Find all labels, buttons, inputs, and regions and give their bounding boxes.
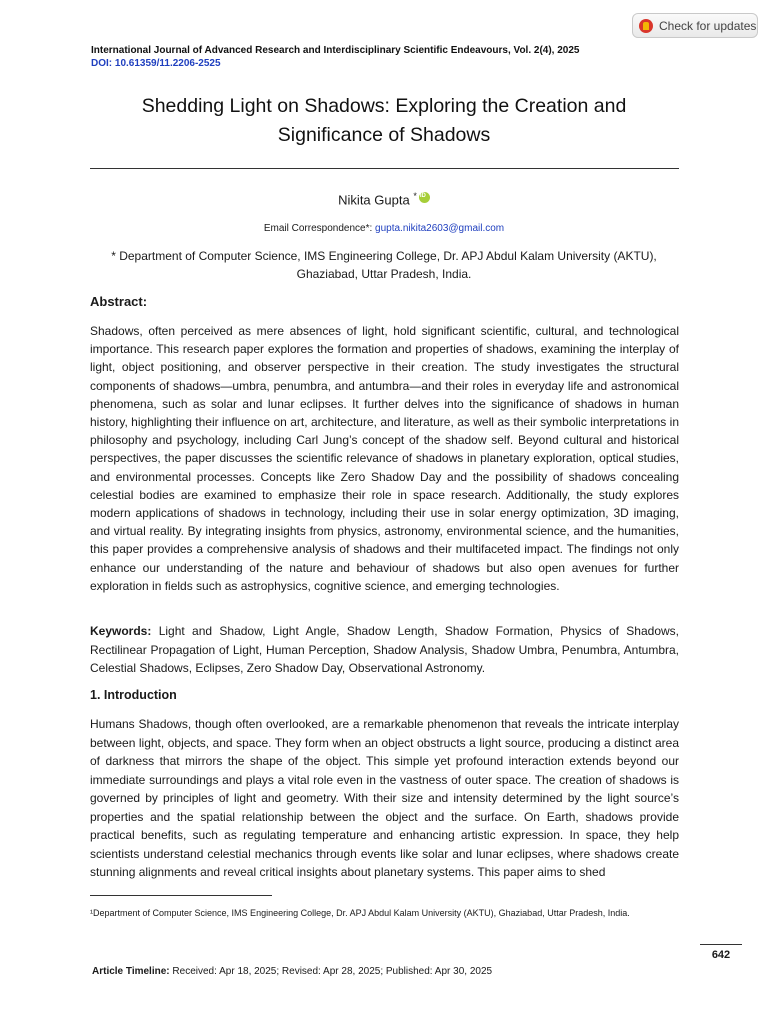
title-line-1: Shedding Light on Shadows: Exploring the Creation and: [141, 95, 627, 117]
title-divider: [90, 168, 679, 169]
email-link[interactable]: gupta.nikita2603@gmail.com: [375, 223, 505, 234]
keywords-label: Keywords:: [90, 624, 152, 638]
affiliation: [90, 247, 678, 283]
keywords-text: Light and Shadow, Light Angle, Shadow Length, Shadow Formation, Physics of Shadows, Rectilinear Propagation of Light, Human Perception, Shadow Analysis, Shadow Umbra, Penumbra, Antumbra, Celestial Shadows, Eclipses, Zero Shadow Day, Observational Astronomy.: [90, 624, 679, 675]
page-number-rule: [700, 944, 742, 945]
author-line: [0, 191, 768, 207]
footnote: ¹Department of Computer Science, IMS Engineering College, Dr. APJ Abdul Kalam University (AKTU), Ghaziabad, Uttar Pradesh, India.: [90, 908, 630, 918]
check-for-updates-button[interactable]: [632, 13, 758, 38]
page-number: 642: [711, 949, 731, 961]
keywords: [90, 622, 679, 678]
section-heading-introduction: 1. Introduction: [90, 688, 177, 702]
doi-link[interactable]: DOI: 10.61359/11.2206-2525: [91, 58, 221, 69]
article-timeline: [92, 966, 492, 977]
crossmark-icon: [639, 19, 653, 33]
timeline-text: Received: Apr 18, 2025; Revised: Apr 28, 2025; Published: Apr 30, 2025: [172, 966, 493, 977]
timeline-label: Article Timeline:: [92, 966, 170, 977]
abstract-text: Shadows, often perceived as mere absences of light, hold significant scientific, cultural, and technological importance. This research paper explores the formation and properties of shadows, examining the interplay of light, object positioning, and observer perspective in their creation. The study investigates the structural components of shadows—umbra, penumbra, and antumbra—and their roles in everyday life and astronomical phenomena, such as solar and lunar eclipses. It further delves into the significance of shadows in human history, highlighting their influence on art, architecture, and literature, as well as their symbolic interpretations in philosophy and psychology, including Carl Jung’s concept of the shadow self. Beyond cultural and historical perspectives, the paper discusses the scientific relevance of shadows in planetary exploration, optical studies, and environmental processes. Concepts like Zero Shadow Day and the possibility of shadows concealing celestial bodies are examined to emphasize their role in space research. Additionally, the study explores modern applications of shadows in technology, including their use in solar energy optimization, 3D imaging, and virtual reality. By integrating insights from physics, astronomy, environmental science, and the humanities, this paper provides a comprehensive analysis of shadows and their multifaceted impact. The findings not only enhance our understanding of the nature and behaviour of shadows but also open avenues for further exploration in fields such as astrophysics, cognitive science, and emerging technologies.: [90, 324, 679, 593]
author-name: Nikita Gupta: [338, 192, 410, 208]
check-for-updates-label: Check for updates: [659, 18, 757, 33]
journal-citation: International Journal of Advanced Research and Interdisciplinary Scientific Endeavours, Vol. 2(4), 2025: [91, 45, 580, 56]
affiliation-line-1: * Department of Computer Science, IMS Engineering College, Dr. APJ Abdul Kalam University (AKTU),: [111, 249, 657, 263]
affiliation-line-2: Ghaziabad, Uttar Pradesh, India.: [296, 267, 472, 281]
author-mark: *: [413, 191, 417, 201]
introduction-text: Humans Shadows, though often overlooked, are a remarkable phenomenon that reveals the intricate interplay between light, objects, and space. They form when an object obstructs a light source, producing a distinct area of darkness that mirrors the shape of the object. This simple yet profound interaction extends beyond our immediate surroundings and plays a vital role even in the vastness of outer space. The creation of shadows is governed by principles of light and geometry. With their size and intensity determined by the light source’s properties and the spatial relationship between the object and the surface. On Earth, shadows provide practical benefits, such as regulating temperature and enhancing artistic expression. In space, they help scientists understand celestial mechanics through events like solar and lunar eclipses, where shadows create stunning alignments and reveal critical insights about planetary systems. This paper aims to shed: [90, 717, 679, 879]
email-correspondence: [0, 223, 768, 234]
title-line-2: Significance of Shadows: [277, 124, 491, 146]
paper-title: [60, 92, 708, 150]
abstract-heading: Abstract:: [90, 294, 148, 309]
footnote-divider: [90, 895, 272, 896]
email-label: Email Correspondence*:: [263, 223, 373, 234]
orcid-icon[interactable]: [419, 192, 430, 203]
